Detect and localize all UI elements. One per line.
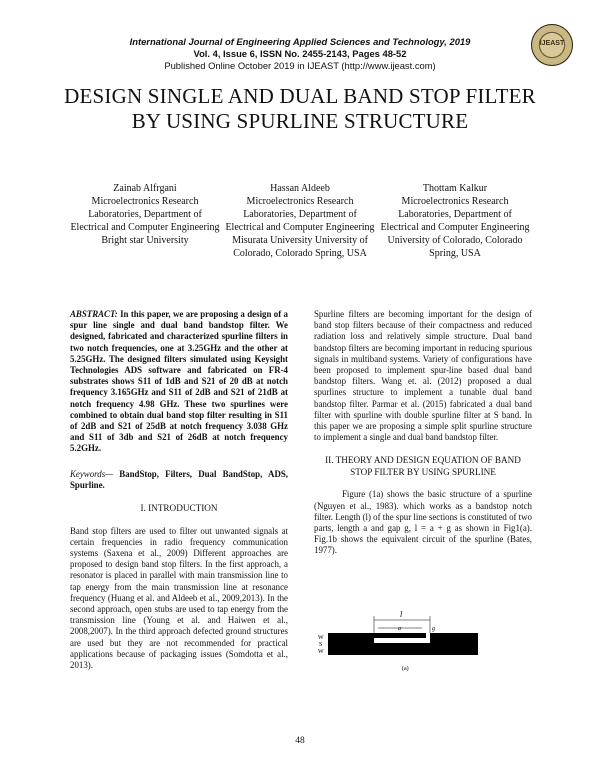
page-number: 48 xyxy=(295,736,305,746)
right-column xyxy=(314,309,532,557)
figure-caption: (a) xyxy=(402,666,409,672)
label-a: a xyxy=(398,626,401,632)
journal-volume: Vol. 4, Issue 6, ISSN No. 2455-2143, Pages 48-52 xyxy=(193,48,407,59)
label-l: l xyxy=(400,610,403,619)
keywords: Keywords— BandStop, Filters, Dual BandStop, ADS, Spurline. xyxy=(70,468,289,490)
journal-published: Published Online October 2019 in IJEAST (http://www.ijeast.com) xyxy=(164,60,436,71)
author-name: Thottam Kalkur xyxy=(422,183,488,194)
introduction-text: Band stop filters are used to filter out unwanted signals at certain frequencies in radio frequency communication systems (Saxena et al., 2009) Different approaches are proposed to design band stop filters. In the first approach, a resonator is placed in parallel with main transmission line to tap energy from the main transmission line at resonance frequency (Huang et al. and Aldeeb et al., 2009,2013). In the second approach, open stubs are used to tap energy from the transmission line (Young et al. and Haiwen et al., 2008,2007). In the third approach defected ground structures are used but they are not recommended for practical applications because of packaging issues (Somdotta et al., 2013). xyxy=(70,525,288,670)
author-name: Zainab Alfrgani xyxy=(113,183,177,194)
label-w2: W xyxy=(318,649,324,655)
figure-strip xyxy=(328,633,478,655)
right-paragraph: Spurline filters are becoming important for the design of band stop filters because of their compactness and reduced radiation loss and relatively simple structure. Dual band bandstop filters are becoming important in reducing spurious signals in multiband systems. Variety of configurations have been proposed to implement spur-line based dual band bandstop filters. Wang et. al. (2012) proposed a dual spurlines structure to implement a tunable dual band bandstop filter. Parmar et al. (2015) fabricated a dual band filter with spurline with double spurline filter at S band. In this paper we are proposing a simple split spurline structure to implement a single and dual band bandstop filter. xyxy=(314,309,532,443)
author-block-2 xyxy=(225,182,375,260)
author-block-1 xyxy=(70,182,220,247)
abstract: ABSTRACT: In this paper, we are proposing a design of a spur line single and dual band bandstop filter. We designed, fabricated and characterized spurline filters in two notch frequencies, one at 3.25GHz and the other at 5.25GHz. The designed filters simulated using Keysight Technologies ADS software and fabricated on FR-4 substrates shows S11 of 1dB and S21 of 20 dB at notch frequency 3.165GHz and S11 of 2dB and S21 of 21dB at notch frequency 4.98 GHz. These two spurlines were combined to obtain dual band stop filter resulting in S11 of 2dB and S21 of 25dB at notch frequency 3.038 GHz and S11 of 3db and S21 of 26dB at notch frequency 5.2GHz. xyxy=(70,309,288,454)
author-affiliation: Microelectronics Research Laboratories, Department of Electrical and Computer Engineering University of Colorado, Colorado Spring, USA xyxy=(380,196,530,259)
author-name: Hassan Aldeeb xyxy=(270,183,330,194)
label-w1: W xyxy=(318,635,324,641)
author-affiliation: Microelectronics Research Laboratories, Department of Electrical and Computer Engineering Bright star University xyxy=(70,196,220,246)
paper-title: DESIGN SINGLE AND DUAL BAND STOP FILTER BY USING SPURLINE STRUCTURE xyxy=(64,84,536,133)
spurline-figure xyxy=(314,606,504,676)
journal-title: International Journal of Engineering Applied Sciences and Technology, 2019 xyxy=(129,36,471,47)
theory-text: Figure (1a) shows the basic structure of a spurline (Nguyen et al., 1983). which works as a bandstop notch filter. Length (l) of the spur line sections is constituted of two parts, length a and gap g, l = a + g as shown in Fig1(a). Fig.1b shows the equivalent circuit of the spurline (Bates, 1977). xyxy=(314,489,532,556)
left-column xyxy=(70,309,288,671)
label-g: g xyxy=(432,626,435,632)
section-heading-introduction: I. INTRODUCTION xyxy=(140,503,218,514)
author-block-3 xyxy=(380,182,530,260)
author-affiliation: Microelectronics Research Laboratories, Department of Electrical and Computer Engineering Misurata University University of Colorado, Colorado Spring, USA xyxy=(225,196,375,259)
journal-seal-icon: IJEAST xyxy=(531,24,573,66)
section-heading-theory: II. THEORY AND DESIGN EQUATION OF BAND STOP FILTER BY USING SPURLINE xyxy=(325,455,521,477)
label-s: S xyxy=(319,642,323,648)
